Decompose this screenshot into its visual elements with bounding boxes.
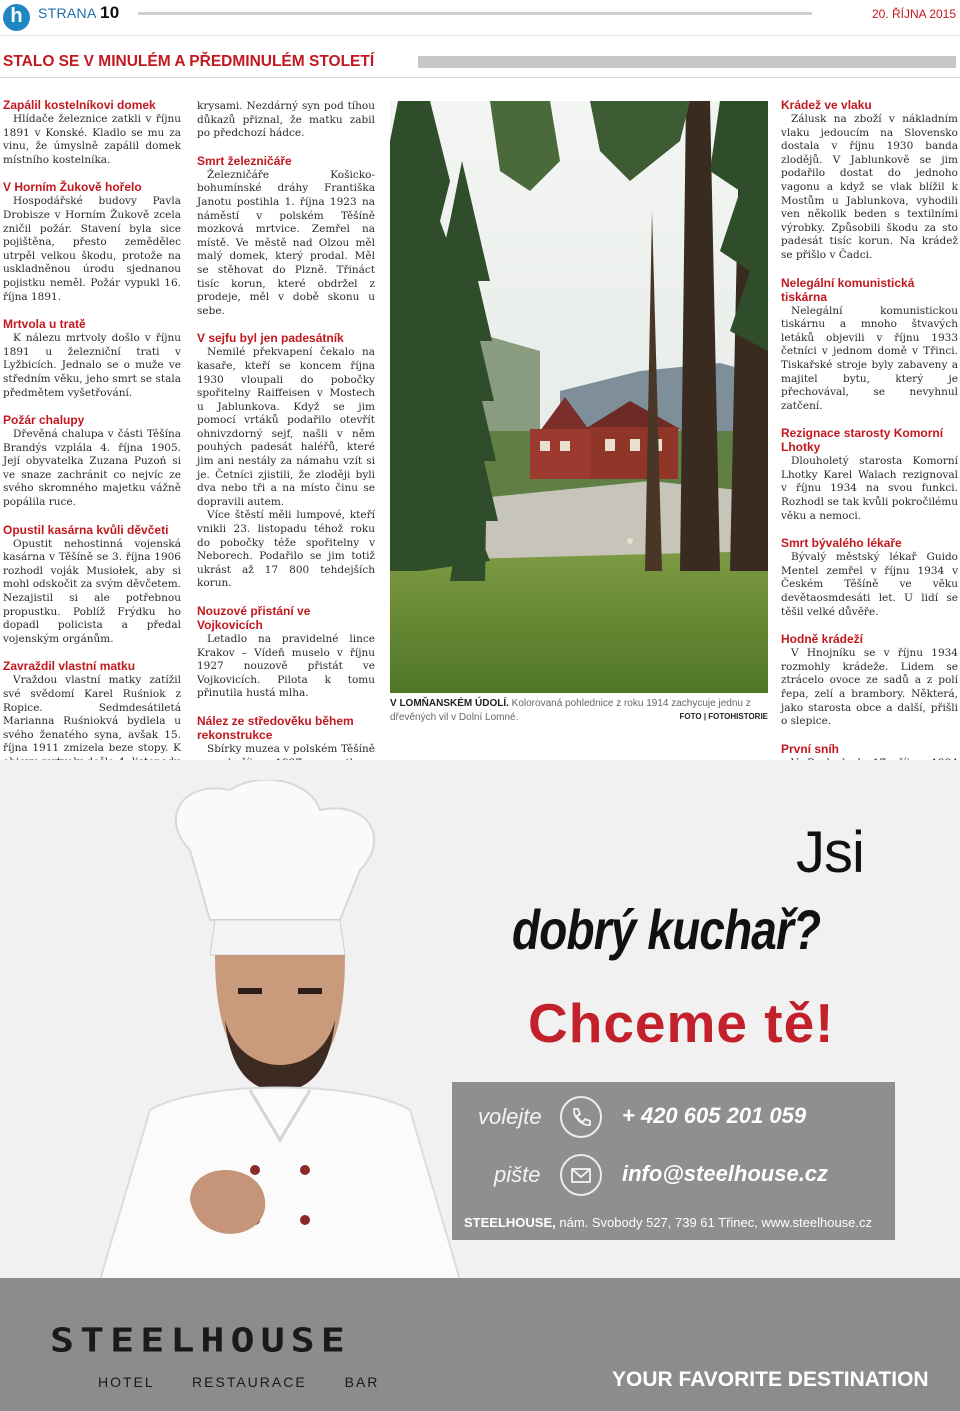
- ad-headline-1: Jsi: [796, 820, 864, 885]
- page-number: 10: [100, 3, 120, 22]
- address-text: nám. Svobody 527, 739 61 Třinec, www.steelhouse.cz: [555, 1215, 873, 1230]
- chef-illustration: [40, 780, 510, 1280]
- page-label-text: STRANA: [38, 5, 96, 21]
- article-continuation: [197, 100, 375, 141]
- article-title: Požár chalupy: [3, 413, 85, 428]
- page-label: [38, 3, 120, 23]
- ad-address: [464, 1215, 872, 1231]
- envelope-icon-glyph: [562, 1156, 600, 1194]
- section-title: STALO SE V MINULÉM A PŘEDMINULÉM STOLETÍ: [3, 53, 375, 70]
- article-title: V sejfu byl jen padesátník: [197, 331, 344, 346]
- envelope-icon: [560, 1154, 602, 1196]
- column-2: [197, 100, 375, 824]
- ad-email-row[interactable]: [452, 1154, 895, 1198]
- article-body: Hospodářské budovy Pavla Drobisze v Horním Žukově zcela zničil požár. Stavení byla sice pojištěna, přesto zemědělec utrpěl velkou škodu, protože na uskladněnou úrodu sjednanou pojistku neměl. Požár vypukl 16. října 1891.: [3, 195, 181, 303]
- article-title: Zavraždil vlastní matku: [3, 659, 136, 674]
- newspaper-logo: h: [3, 4, 30, 31]
- section-bar: [418, 56, 956, 68]
- article-title: Nouzové přistání ve Vojkovicích: [197, 604, 311, 632]
- article-title: Nelegální komunistická tiskárna: [781, 275, 915, 304]
- eyebrow: [238, 988, 262, 994]
- ad-tagline: YOUR FAVORITE DESTINATION: [612, 1368, 929, 1391]
- article: [781, 426, 958, 523]
- article: [781, 632, 958, 729]
- article: [197, 331, 375, 591]
- article-body: Dlouholetý starosta Komorní Lhotky Karel Walach rezignoval v říjnu 1934 na svou funkci. Rozhodl se tak kvůli pokročilému věku a nemoci.: [781, 455, 958, 522]
- article: [197, 154, 375, 319]
- article-body: Zálusk na zboží v nákladním vlaku jedoucím na Slovensko dostala v říjnu 1930 banda zlodějů. V Jablunkově se jim podařilo dostat do jednoho vagonu a když se vlak blížil k Mostům u Jablunkova, vyhodili ven několik beden s textilními výrobky. Způsobili škodu za sto padesát tisíc korun. Na krádež se přišlo v Čadci.: [781, 113, 958, 261]
- article-title: Zapálil kostelníkovi domek: [3, 98, 156, 112]
- photo-lomna-valley: [390, 101, 768, 693]
- steelhouse-advertisement[interactable]: [0, 760, 960, 1411]
- article-body: Více štěstí měli lumpové, kteří vnikli 23. listopadu téhož roku do pobočky téže spořitelny v Neborech. Podařilo se jim totiž ukrást až 17 800 tehdejších korun.: [197, 509, 375, 590]
- article-title: Opustil kasárna kvůli děvčeti: [3, 522, 169, 537]
- article-body: krysami. Nezdárný syn pod tíhou důkazů přiznal, že matku zabil po předchozí hádce.: [197, 100, 375, 140]
- write-label: pište: [494, 1162, 541, 1187]
- article: [3, 180, 181, 304]
- article-body: Letadlo na pravidelné lince Krakov – Vídeň muselo v říjnu 1927 nouzově přistát ve Vojkovicích. Pilota k tomu přinutila hustá mlha.: [197, 633, 375, 700]
- column-3: [781, 98, 958, 840]
- article-body: Nelegální komunistickou tiskárnu a mnoho štvavých letáků objevili v říjnu 1933 četníci v jednom domě v Třinci. Tiskařské stroje byly zabaveny a majitel bytu, který je přechovával, se nevyhnul zatčení.: [781, 304, 958, 412]
- column-1: [3, 98, 181, 823]
- logo-subtitle: HOTEL RESTAURACE BAR: [98, 1374, 380, 1390]
- article-title: Mrtvola u tratě: [3, 317, 86, 332]
- article: [781, 276, 958, 414]
- article: [781, 98, 958, 263]
- article-body: Dřevěná chalupa v části Těšína Brandýs vzplála 4. října 1905. Její obyvatelka Zuzana Puzoń si ve snaze zachránit co nejvíc ze svého skromného majetku vážně popálila ruce.: [3, 428, 181, 509]
- article: [3, 317, 181, 400]
- article: [3, 413, 181, 510]
- article-body: V Hnojníku se v říjnu 1934 rozmohly krádeže. Lidem se ztrácelo ovoce ze sadů a z polí řepa, zelí a brambory. Některá, jako starosta obce a další, přišli o slepice.: [781, 647, 958, 728]
- email-address[interactable]: info@steelhouse.cz: [622, 1161, 829, 1186]
- ad-headline-3: Chceme tě!: [528, 992, 835, 1054]
- article-body: Bývalý městský lékař Guido Mentel zemřel v říjnu 1934 v Českém Těšíně ve věku devětaosmdesáti let. U lidí se těšil velké důvěře.: [781, 551, 958, 618]
- caption-title: V LOMŇANSKÉM ÚDOLÍ.: [390, 698, 509, 709]
- article-body: Opustit nehostinná vojenská kasárna v Těšíně se 3. října 1906 rozhodl voják Musiołek, aby si mohl odskočit za svým děvčetem. Nezajistil si ale potřebnou propustku. Poblíž Frýdku ho dopadl policista a předal vojenským orgánům.: [3, 537, 182, 645]
- article: [3, 98, 181, 167]
- issue-date: 20. ŘÍJNA 2015: [871, 7, 956, 21]
- article: [781, 536, 958, 619]
- header-rule: [138, 12, 812, 15]
- article-body: K nálezu mrtvoly došlo v říjnu 1891 u železniční trati v Lyžbicích. Jednalo se o muže ve středním věku, jeho smrt se stala předmětem vyšetřování.: [3, 332, 181, 399]
- article-title: Krádež ve vlaku: [781, 98, 872, 112]
- photo-caption: [390, 697, 768, 725]
- article-body: Nemilé překvapení čekalo na kasaře, kteří se koncem října 1930 vloupali do pobočky spořitelny Raiffeisen v Mostech u Jablunkova. Když se jim pomocí vrtáků podařilo otevřít ohnivzdorný sejf, našli v něm pouhých padesát haléřů, které jim ani nestály za námahu vzít si je. Četníci zjistili, že zloději byli dva nebo tři a na místo činu se dopravili autem.: [197, 346, 375, 508]
- phone-number[interactable]: + 420 605 201 059: [622, 1103, 807, 1128]
- article-title: Smrt železničáře: [197, 153, 292, 168]
- article-title: Smrt bývalého lékaře: [781, 536, 902, 551]
- header-divider: [0, 35, 960, 36]
- ad-phone-row[interactable]: [452, 1096, 895, 1140]
- article-title: V Horním Žukově hořelo: [3, 180, 142, 195]
- photo-illustration: [390, 101, 768, 693]
- article-title: Rezignace starosty Komorní Lhotky: [781, 426, 944, 455]
- article-body: Hlídače železnice zatkli v říjnu 1891 v Konské. Kladlo se mu za vinu, že úmyslně zapálil domek místního kostelníka.: [3, 113, 181, 166]
- phone-icon: [560, 1096, 602, 1138]
- article-body: Vraždou vlastní matky zatížil své svědomí Karel Ruśniok z Ropice. Sedmdesátiletá Marianna Ruśniokvá bydlela u svého ženatého syna, avšak 15. října 1911 zmizela beze stopy. K: [3, 674, 181, 755]
- phone-icon-glyph: [562, 1098, 600, 1136]
- article-title: Hodně krádeží: [781, 632, 864, 647]
- call-label: volejte: [478, 1104, 542, 1129]
- article-body: Železničáře Košicko-bohumínské dráhy Františka Janotu postihla 1. října 1923 na náměstí v polském Těšíně mozková mrtvice. Zemřel na místě. Ve městě nad Olzou měl malý domek, který prodal. Měl se stěhovat do Plzně. Třináct tisíc korun, které obdržel z prodeje, měl v době skonu u sebe.: [197, 168, 375, 317]
- steelhouse-logo: STEELHOUSE: [50, 1322, 351, 1360]
- address-brand: STEELHOUSE,: [464, 1215, 556, 1230]
- caption-text: Kolorovaná pohlednice z roku 1914 zachycuje jednu z dřevěných vil v Dolní Lomné.: [390, 698, 751, 723]
- ad-brand-band: [0, 1278, 960, 1411]
- section-divider: [0, 77, 960, 78]
- article-title: První sníh: [781, 741, 840, 756]
- article: [3, 523, 181, 647]
- ad-headline-2: dobrý kuchař?: [512, 898, 821, 961]
- article-title: Nález ze středověku během rekonstrukce: [197, 713, 354, 742]
- eyebrow: [298, 988, 322, 994]
- photo-credit: FOTO | FOTOHISTORIE: [679, 712, 768, 721]
- article: [197, 604, 375, 701]
- article-body: Sbírky muzea v polském Těšíně: [207, 742, 375, 755]
